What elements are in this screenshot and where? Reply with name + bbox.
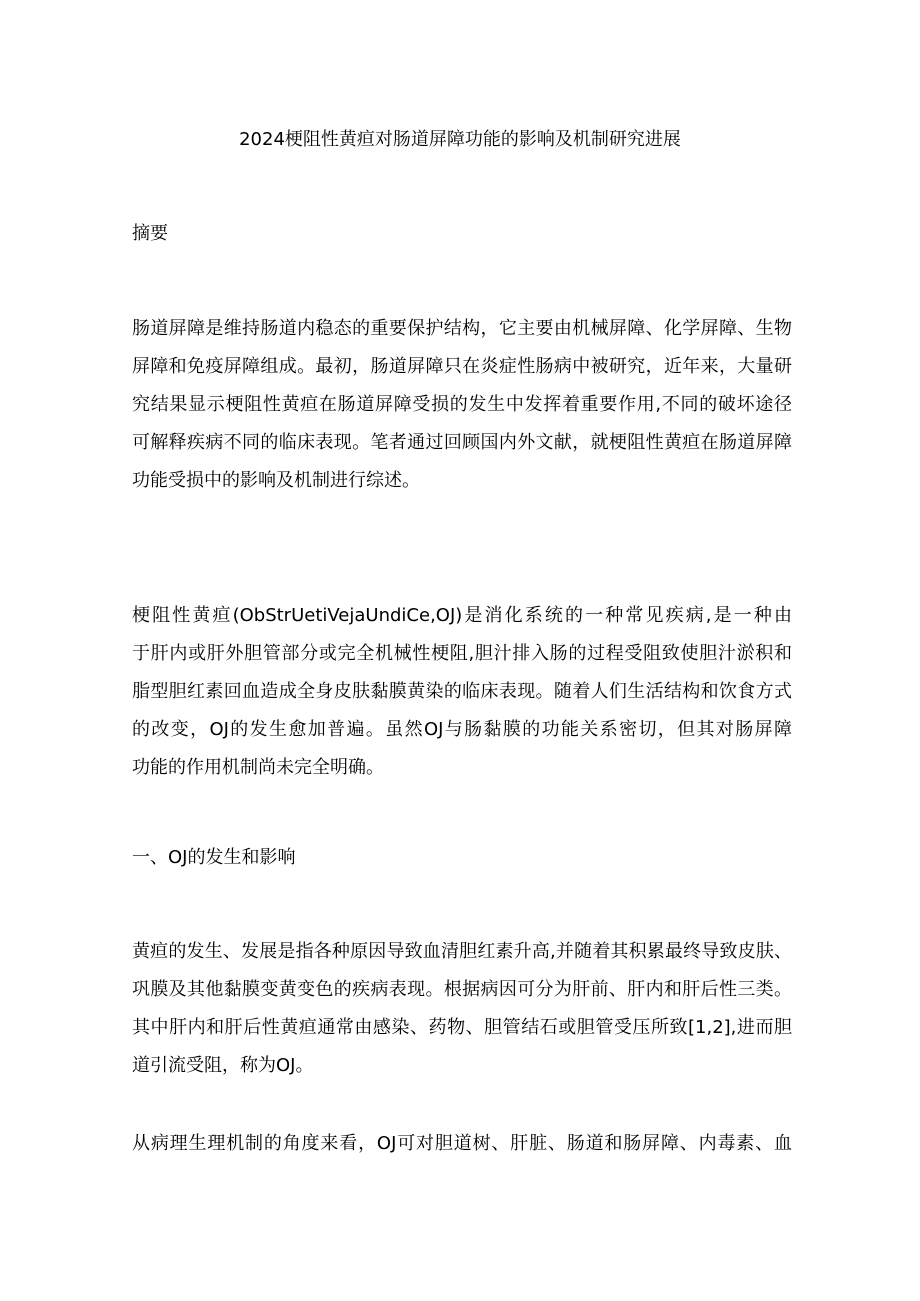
paragraph-line: 巩膜及其他黏膜变黄变色的疾病表现。根据病因可分为肝前、肝内和肝后性三类。 xyxy=(132,979,792,1000)
paragraph-line: 的改变，OJ的发生愈加普遍。虽然OJ与肠黏膜的功能关系密切，但其对肠屏障 xyxy=(132,719,792,740)
paragraph-line: 屏障和免疫屏障组成。最初，肠道屏障只在炎症性肠病中被研究，近年来，大量研 xyxy=(132,356,792,377)
paragraph-line: 梗阻性黄疸(ObStrUetiVejaUndiCe,OJ)是消化系统的一种常见疾病,是一种由 xyxy=(132,605,792,626)
paragraph-line: 其中肝内和肝后性黄疸通常由感染、药物、胆管结石或胆管受压所致[1,2],进而胆 xyxy=(132,1017,792,1038)
intro-paragraph xyxy=(132,597,792,787)
paragraph-line: 道引流受阻，称为OJ。 xyxy=(132,1055,314,1076)
paragraph-line: 功能的作用机制尚未完全明确。 xyxy=(132,757,384,778)
paragraph-line: 黄疸的发生、发展是指各种原因导致血清胆红素升高,并随着其积累最终导致皮肤、 xyxy=(132,941,792,962)
section-heading: 一、OJ的发生和影响 xyxy=(132,847,296,868)
paragraph-line: 功能受损中的影响及机制进行综述。 xyxy=(132,470,420,491)
paragraph-line: 究结果显示梗阻性黄疸在肠道屏障受损的发生中发挥着重要作用,不同的破坏途径 xyxy=(132,394,792,415)
paragraph-line: 肠道屏障是维持肠道内稳态的重要保护结构，它主要由机械屏障、化学屏障、生物 xyxy=(132,318,792,339)
body-paragraph xyxy=(132,1125,792,1163)
body-paragraph xyxy=(132,933,792,1085)
abstract-paragraph xyxy=(132,310,792,500)
abstract-label: 摘要 xyxy=(132,223,168,244)
paragraph-line: 可解释疾病不同的临床表现。笔者通过回顾国内外文献，就梗阻性黄疸在肠道屏障 xyxy=(132,432,792,453)
paragraph-line: 脂型胆红素回血造成全身皮肤黏膜黄染的临床表现。随着人们生活结构和饮食方式 xyxy=(132,681,792,702)
document-title: 2024梗阻性黄疸对肠道屏障功能的影响及机制研究进展 xyxy=(239,129,681,150)
paragraph-line: 于肝内或肝外胆管部分或完全机械性梗阻,胆汁排入肠的过程受阻致使胆汁淤积和 xyxy=(132,643,792,664)
paragraph-line: 从病理生理机制的角度来看，OJ可对胆道树、肝脏、肠道和肠屏障、内毒素、血 xyxy=(132,1133,792,1154)
